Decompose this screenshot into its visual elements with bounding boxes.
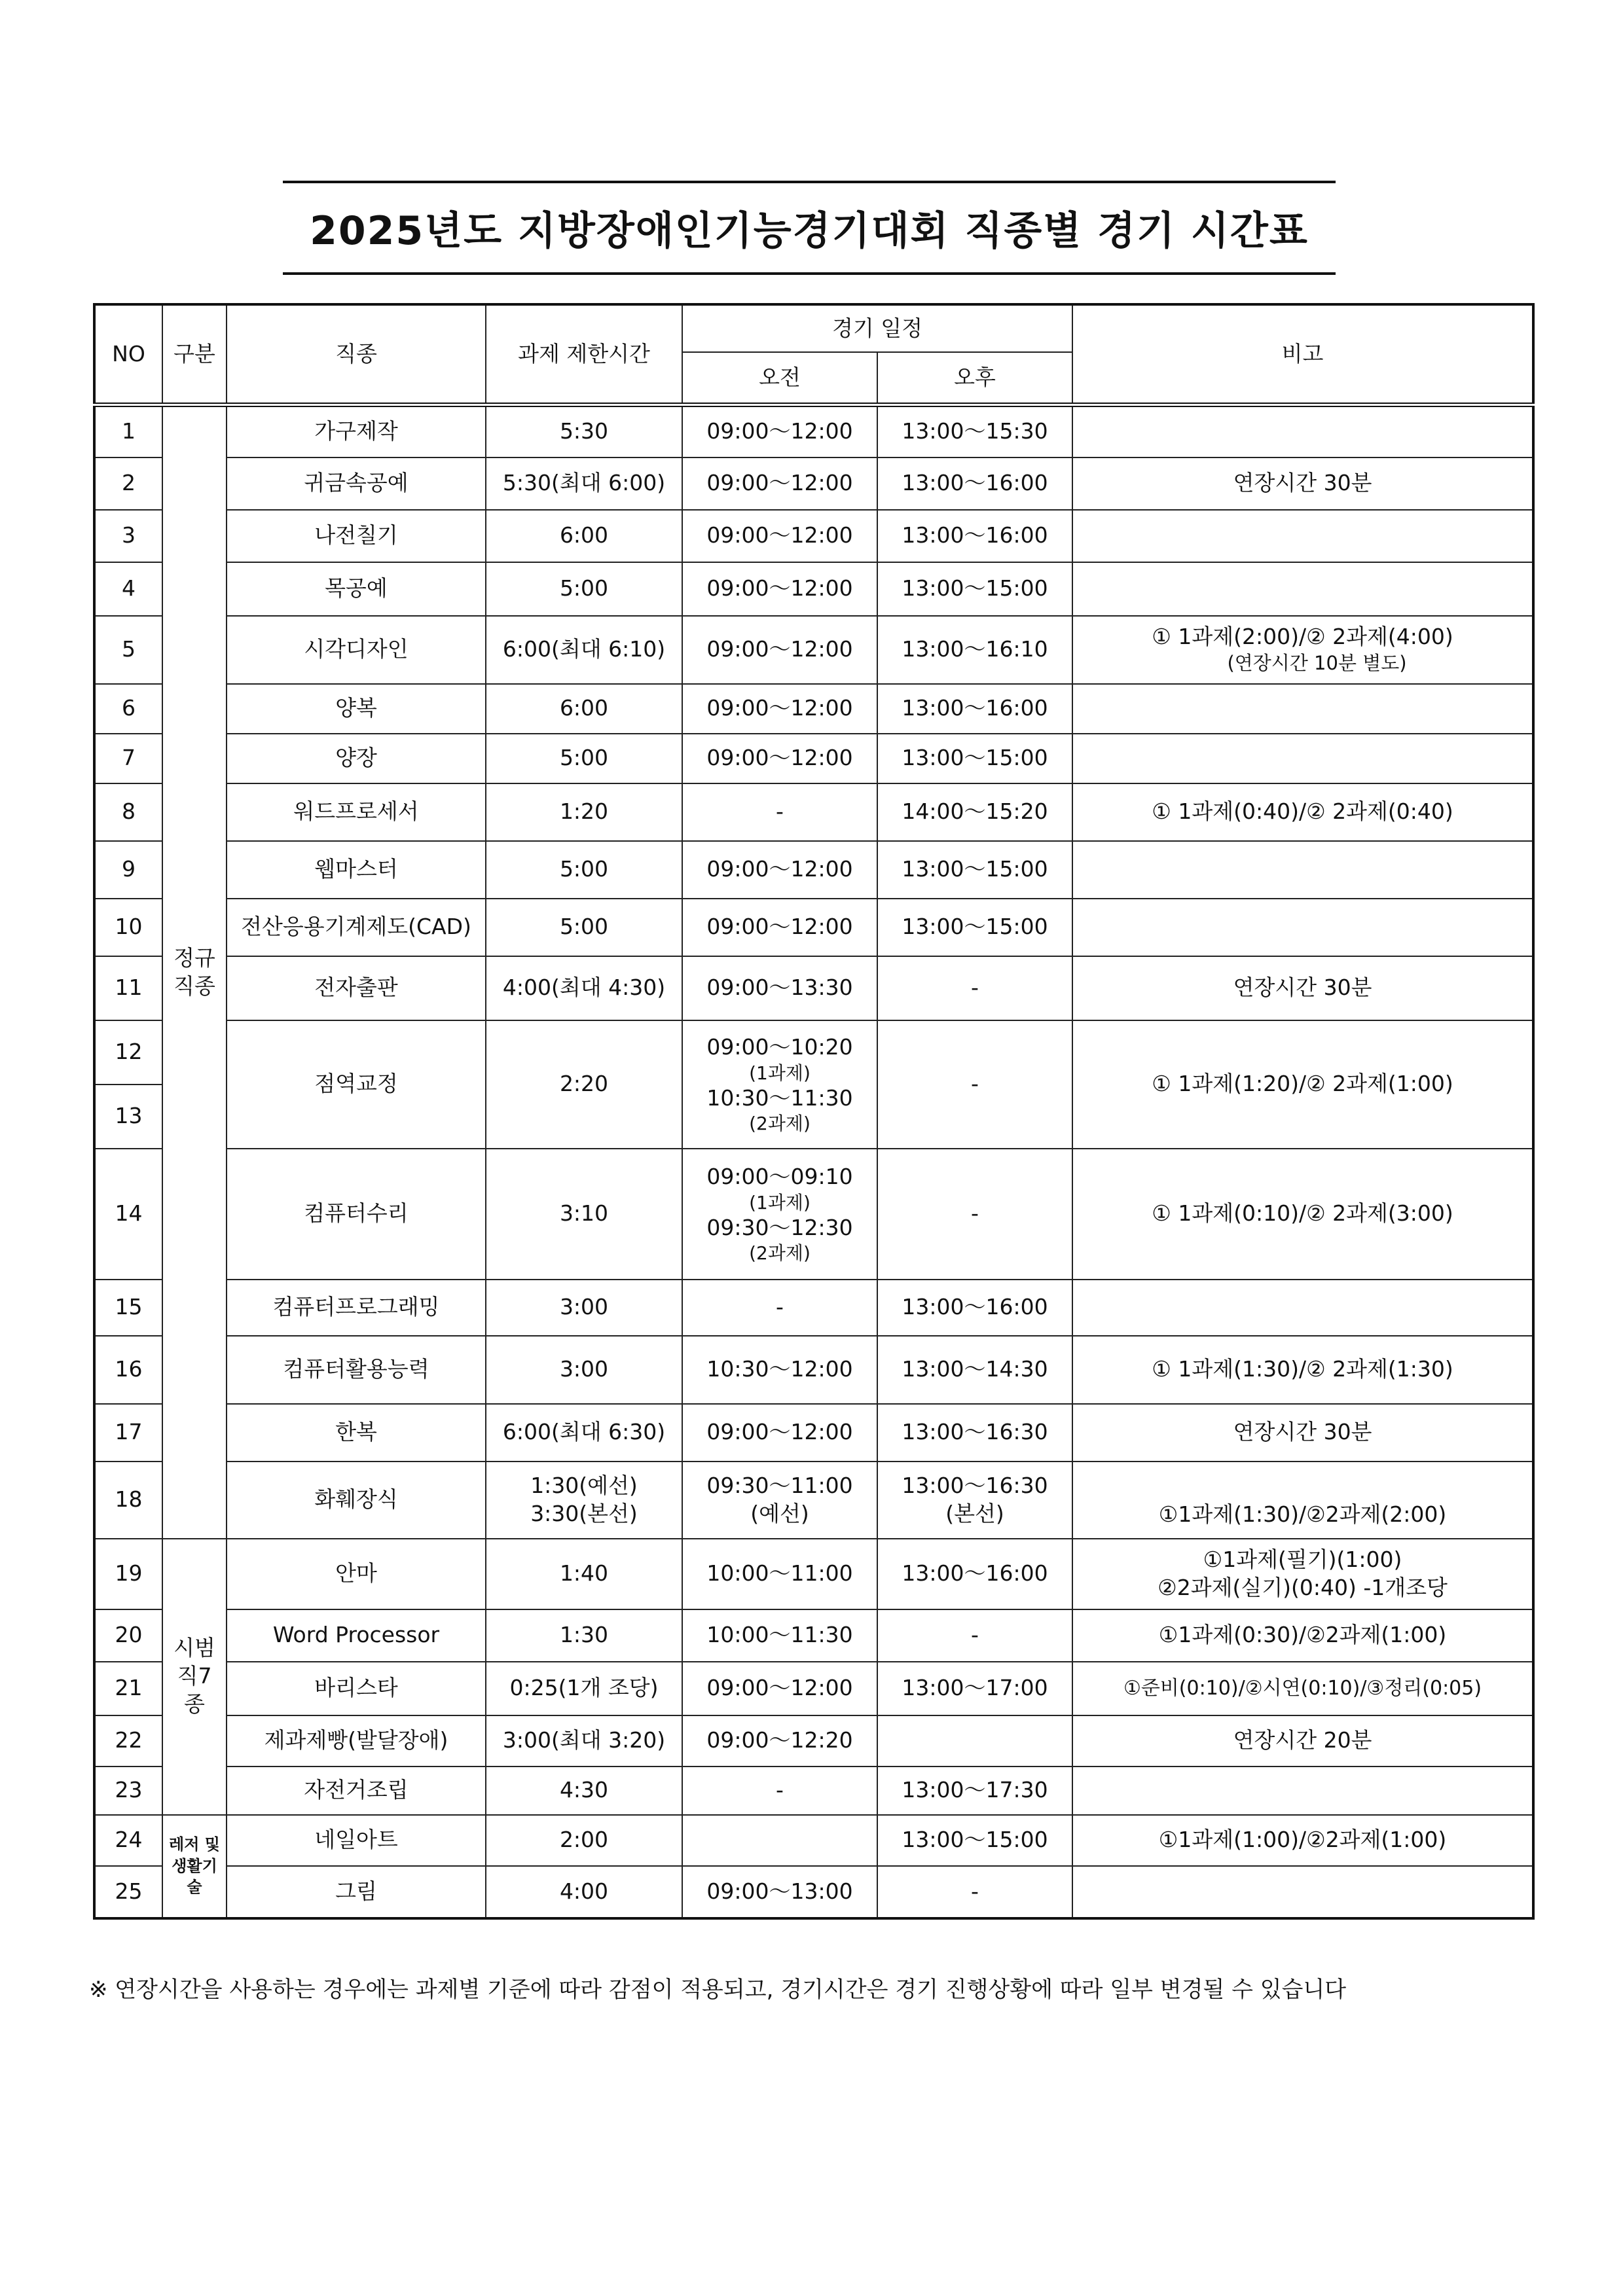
row-limit: 2:00 [486, 1815, 682, 1866]
row-note [1072, 616, 1533, 684]
row-pm: 13:00～17:30 [877, 1767, 1072, 1815]
page-title: 2025년도 지방장애인기능경기대회 직종별 경기 시간표 [310, 208, 1309, 254]
row-note [1072, 562, 1533, 616]
row-occupation: 제과제빵(발달장애) [227, 1715, 486, 1767]
row-note: ① 1과제(1:30)/② 2과제(1:30) [1072, 1336, 1533, 1404]
header-occupation: 직종 [227, 304, 486, 405]
row-occupation: 전산응용기계제도(CAD) [227, 899, 486, 956]
row-occupation: 그림 [227, 1866, 486, 1918]
row-pm: 13:00～16:30 [877, 1404, 1072, 1462]
row-limit: 5:30(최대 6:00) [486, 457, 682, 510]
row-no: 13 [94, 1085, 162, 1149]
row-am: - [682, 783, 877, 841]
row-note: ① 1과제(0:10)/② 2과제(3:00) [1072, 1149, 1533, 1280]
table-row [94, 1336, 1533, 1404]
row-pm: 13:00～15:00 [877, 734, 1072, 783]
row-no: 5 [94, 616, 162, 684]
row-occupation: 컴퓨터프로그래밍 [227, 1280, 486, 1336]
row-limit: 5:00 [486, 841, 682, 899]
am-line: (2과제) [749, 1113, 811, 1135]
row-no: 3 [94, 510, 162, 562]
row-am: 09:00～12:00 [682, 734, 877, 783]
row-note [1072, 1767, 1533, 1815]
row-pm [877, 1462, 1072, 1539]
category-regular-label: 정규 직종 [173, 944, 215, 999]
row-note: ①준비(0:10)/②시연(0:10)/③정리(0:05) [1072, 1662, 1533, 1715]
row-pm: 13:00～17:00 [877, 1662, 1072, 1715]
row-occupation: 목공예 [227, 562, 486, 616]
header-remarks: 비고 [1072, 304, 1533, 405]
table-row [94, 562, 1533, 616]
row-occupation: 시각디자인 [227, 616, 486, 684]
table-row [94, 1020, 1533, 1085]
am-line: 09:00～09:10 [706, 1163, 853, 1189]
row-am: 09:00～12:00 [682, 405, 877, 457]
row-am: 09:00～12:00 [682, 510, 877, 562]
am-line: 10:30～11:30 [706, 1085, 853, 1111]
row-no: 19 [94, 1539, 162, 1609]
row-no: 21 [94, 1662, 162, 1715]
pm-line: (본선) [945, 1500, 1004, 1526]
table-row [94, 734, 1533, 783]
row-occupation: 안마 [227, 1539, 486, 1609]
row-no: 20 [94, 1609, 162, 1662]
row-note [1072, 405, 1533, 457]
header-no: NO [94, 304, 162, 405]
row-no: 10 [94, 899, 162, 956]
row-am: 09:00～12:00 [682, 841, 877, 899]
row-limit: 4:00 [486, 1866, 682, 1918]
row-occupation: 화훼장식 [227, 1462, 486, 1539]
row-occupation: 귀금속공예 [227, 457, 486, 510]
row-pm: 13:00～15:00 [877, 899, 1072, 956]
row-note [1072, 1280, 1533, 1336]
table-row [94, 1539, 1533, 1609]
row-am [682, 1815, 877, 1866]
row-no: 6 [94, 684, 162, 734]
category-leisure-label: 레저 및 생활기술 [169, 1835, 220, 1897]
table-row [94, 684, 1533, 734]
table-row [94, 899, 1533, 956]
row-no: 12 [94, 1020, 162, 1085]
row-limit: 5:00 [486, 899, 682, 956]
row-note [1072, 510, 1533, 562]
row-no: 22 [94, 1715, 162, 1767]
row-occupation: 가구제작 [227, 405, 486, 457]
row-no: 1 [94, 405, 162, 457]
category-leisure [162, 1815, 227, 1918]
row-occupation: 컴퓨터활용능력 [227, 1336, 486, 1404]
row-occupation: Word Processor [227, 1609, 486, 1662]
header-category: 구분 [162, 304, 227, 405]
table-row [94, 1815, 1533, 1866]
row-pm: 13:00～14:30 [877, 1336, 1072, 1404]
row-occupation: 웹마스터 [227, 841, 486, 899]
row-occupation: 양복 [227, 684, 486, 734]
table-row [94, 1280, 1533, 1336]
row-am: 10:30～12:00 [682, 1336, 877, 1404]
am-line: (예선) [750, 1500, 809, 1526]
row-am [682, 1149, 877, 1280]
am-line: 09:30～11:00 [706, 1472, 853, 1498]
am-line: 09:00～10:20 [706, 1033, 853, 1060]
row-limit: 6:00(최대 6:30) [486, 1404, 682, 1462]
table-row [94, 1715, 1533, 1767]
table-row [94, 1866, 1533, 1918]
row-no: 11 [94, 956, 162, 1020]
row-note [1072, 1866, 1533, 1918]
title-block [283, 181, 1336, 275]
header-am: 오전 [682, 352, 877, 405]
row-limit: 5:00 [486, 562, 682, 616]
note-line-1: ①1과제(필기)(1:00) [1203, 1546, 1402, 1572]
row-no: 7 [94, 734, 162, 783]
row-occupation: 나전칠기 [227, 510, 486, 562]
header-time-limit: 과제 제한시간 [486, 304, 682, 405]
row-am: 09:00～12:00 [682, 562, 877, 616]
row-pm: 13:00～16:10 [877, 616, 1072, 684]
header-schedule: 경기 일정 [682, 304, 1072, 352]
table-row [94, 405, 1533, 457]
table-row [94, 841, 1533, 899]
row-am: 09:00～13:30 [682, 956, 877, 1020]
row-note: 연장시간 30분 [1072, 956, 1533, 1020]
category-regular [162, 405, 227, 1539]
row-am: 09:00～12:00 [682, 1662, 877, 1715]
row-pm: - [877, 1020, 1072, 1149]
table-row [94, 1609, 1533, 1662]
row-pm: 13:00～16:00 [877, 684, 1072, 734]
row-note: ① 1과제(1:20)/② 2과제(1:00) [1072, 1020, 1533, 1149]
row-limit: 6:00 [486, 684, 682, 734]
row-no: 16 [94, 1336, 162, 1404]
row-am: - [682, 1280, 877, 1336]
table-row [94, 1149, 1533, 1280]
row-occupation: 컴퓨터수리 [227, 1149, 486, 1280]
row-pm: 13:00～16:00 [877, 510, 1072, 562]
row-note: 연장시간 30분 [1072, 457, 1533, 510]
row-no: 14 [94, 1149, 162, 1280]
row-limit: 3:00 [486, 1336, 682, 1404]
row-pm: - [877, 1866, 1072, 1918]
category-pilot-label: 시범 직7종 [173, 1635, 215, 1717]
row-no: 23 [94, 1767, 162, 1815]
row-am: 09:00～12:00 [682, 616, 877, 684]
row-occupation: 자전거조립 [227, 1767, 486, 1815]
row-pm: 13:00～16:00 [877, 1280, 1072, 1336]
note-line-1: ① 1과제(2:00)/② 2과제(4:00) [1152, 624, 1453, 650]
row-pm: 13:00～15:00 [877, 841, 1072, 899]
table-row [94, 956, 1533, 1020]
row-limit [486, 1462, 682, 1539]
row-occupation: 바리스타 [227, 1662, 486, 1715]
row-limit: 2:20 [486, 1020, 682, 1149]
header-pm: 오후 [877, 352, 1072, 405]
row-note [1072, 1539, 1533, 1609]
am-line: 09:30～12:30 [706, 1214, 853, 1240]
row-limit: 6:00(최대 6:10) [486, 616, 682, 684]
row-no: 24 [94, 1815, 162, 1866]
row-limit: 1:30 [486, 1609, 682, 1662]
note-line-2: (연장시간 10분 별도) [1227, 652, 1407, 675]
row-pm: - [877, 956, 1072, 1020]
am-line: (1과제) [749, 1062, 811, 1084]
row-am [682, 1020, 877, 1149]
row-note [1072, 734, 1533, 783]
footnote: ※ 연장시간을 사용하는 경우에는 과제별 기준에 따라 감점이 적용되고, 경기시간은 경기 진행상황에 따라 일부 변경될 수 있습니다 [89, 1977, 1347, 2003]
row-limit: 0:25(1개 조당) [486, 1662, 682, 1715]
table-row [94, 1462, 1533, 1539]
am-line: (2과제) [749, 1242, 811, 1265]
row-occupation: 네일아트 [227, 1815, 486, 1866]
row-pm: - [877, 1149, 1072, 1280]
row-no: 8 [94, 783, 162, 841]
am-line: (1과제) [749, 1191, 811, 1213]
row-am [682, 1462, 877, 1539]
row-am: 09:00～12:00 [682, 684, 877, 734]
row-no: 4 [94, 562, 162, 616]
limit-line: 3:30(본선) [530, 1500, 638, 1526]
row-limit: 1:40 [486, 1539, 682, 1609]
row-am: 09:00～12:20 [682, 1715, 877, 1767]
row-note [1072, 899, 1533, 956]
row-pm: 14:00～15:20 [877, 783, 1072, 841]
row-note: 연장시간 30분 [1072, 1404, 1533, 1462]
row-am: 09:00～12:00 [682, 1404, 877, 1462]
row-am: 09:00～12:00 [682, 899, 877, 956]
row-occupation: 워드프로세서 [227, 783, 486, 841]
row-pm: 13:00～15:00 [877, 562, 1072, 616]
table-row [94, 783, 1533, 841]
table-row [94, 1767, 1533, 1815]
row-occupation: 전자출판 [227, 956, 486, 1020]
row-note [1072, 841, 1533, 899]
category-pilot [162, 1539, 227, 1815]
row-occupation: 한복 [227, 1404, 486, 1462]
row-note [1072, 684, 1533, 734]
row-no: 15 [94, 1280, 162, 1336]
row-am: 10:00～11:00 [682, 1539, 877, 1609]
row-occupation: 점역교정 [227, 1020, 486, 1149]
row-pm [877, 1715, 1072, 1767]
row-note: ①1과제(0:30)/②2과제(1:00) [1072, 1609, 1533, 1662]
row-no: 9 [94, 841, 162, 899]
row-limit: 3:00 [486, 1280, 682, 1336]
row-limit: 3:00(최대 3:20) [486, 1715, 682, 1767]
row-note: ①1과제(1:30)/②2과제(2:00) [1072, 1462, 1533, 1539]
row-note: ① 1과제(0:40)/② 2과제(0:40) [1072, 783, 1533, 841]
table-row [94, 457, 1533, 510]
row-am: 09:00～13:00 [682, 1866, 877, 1918]
row-no: 17 [94, 1404, 162, 1462]
row-occupation: 양장 [227, 734, 486, 783]
row-note: 연장시간 20분 [1072, 1715, 1533, 1767]
note-line-2: ②2과제(실기)(0:40) -1개조당 [1158, 1574, 1448, 1600]
row-am: 10:00～11:30 [682, 1609, 877, 1662]
row-limit: 4:30 [486, 1767, 682, 1815]
row-note: ①1과제(1:00)/②2과제(1:00) [1072, 1815, 1533, 1866]
row-limit: 1:20 [486, 783, 682, 841]
table-row [94, 1404, 1533, 1462]
row-pm: 13:00～16:00 [877, 457, 1072, 510]
table-row [94, 616, 1533, 684]
row-pm: - [877, 1609, 1072, 1662]
row-pm: 13:00～16:00 [877, 1539, 1072, 1609]
pm-line: 13:00～16:30 [902, 1472, 1048, 1498]
row-limit: 4:00(최대 4:30) [486, 956, 682, 1020]
table-row [94, 510, 1533, 562]
row-no: 25 [94, 1866, 162, 1918]
row-limit: 3:10 [486, 1149, 682, 1280]
limit-line: 1:30(예선) [530, 1472, 638, 1498]
schedule-table [93, 303, 1535, 1920]
row-limit: 5:00 [486, 734, 682, 783]
row-limit: 5:30 [486, 405, 682, 457]
row-pm: 13:00～15:00 [877, 1815, 1072, 1866]
row-am: - [682, 1767, 877, 1815]
row-pm: 13:00～15:30 [877, 405, 1072, 457]
row-am: 09:00～12:00 [682, 457, 877, 510]
row-no: 18 [94, 1462, 162, 1539]
row-limit: 6:00 [486, 510, 682, 562]
table-row [94, 1662, 1533, 1715]
row-no: 2 [94, 457, 162, 510]
